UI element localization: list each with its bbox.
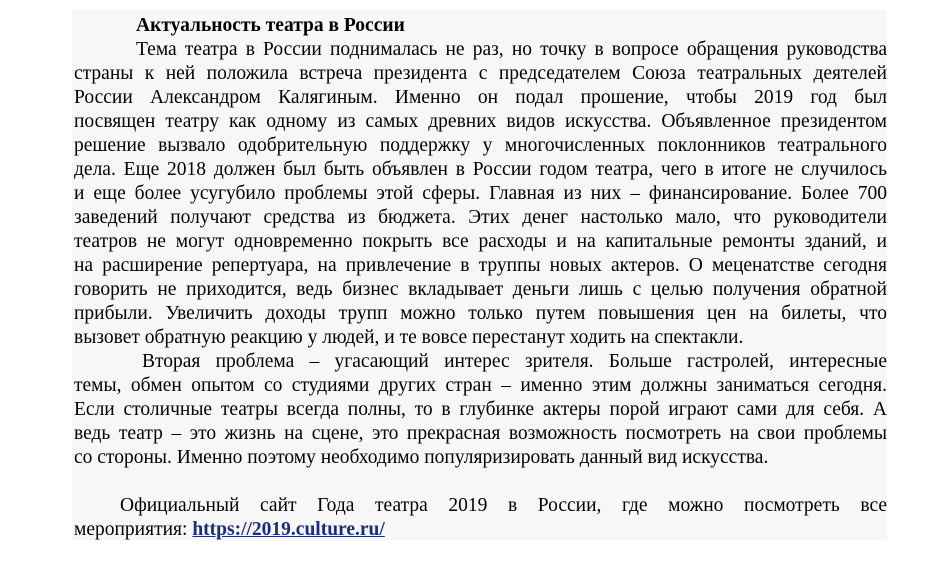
document-page	[72, 10, 887, 540]
paragraph-3-line-1: Официальный сайт Года театра 2019 в России, где можно посмотреть все	[120, 495, 887, 516]
paragraph-1-line-10: на расширение репертуара, на привлечение в труппы новых актеров. О меценатстве сегодня	[74, 255, 887, 276]
paragraph-2-line-5: со стороны. Именно поэтому необходимо популяризировать данный вид искусства.	[74, 447, 769, 468]
paragraph-1-line-9: театров не могут одновременно покрыть все расходы и на капитальные ремонты зданий, и	[74, 231, 887, 252]
paragraph-1-line-3: России Александром Калягиным. Именно он подал прошение, чтобы 2019 год был	[74, 87, 887, 108]
paragraph-3-line-2	[74, 518, 887, 542]
culture-site-link[interactable]: https://2019.culture.ru/	[192, 519, 385, 540]
paragraph-2-line-2: темы, обмен опытом со студиями других стран – именно этим должны заниматься сегодня.	[74, 375, 887, 396]
paragraph-1-line-11: говорить не приходится, ведь бизнес вкладывает деньги лишь с целью получения обратной	[74, 279, 887, 300]
paragraph-1-line-12: прибыли. Увеличить доходы трупп можно только путем повышения цен на билеты, что	[74, 303, 887, 324]
paragraph-3-label: мероприятия:	[74, 519, 188, 540]
paragraph-1-line-5: решение вызвало одобрительную поддержку у многочисленных поклонников театрального	[74, 135, 887, 156]
paragraph-1-line-8: заведений получают средства из бюджета. Этих денег настолько мало, что руководители	[74, 207, 887, 228]
paragraph-1-line-4: посвящен театру как одному из самых древних видов искусства. Объявленное президентом	[74, 111, 887, 132]
paragraph-2-line-1: Вторая проблема – угасающий интерес зрителя. Больше гастролей, интересные	[142, 351, 887, 372]
paragraph-2-line-3: Если столичные театры всегда полны, то в глубинке актеры порой играют сами для себя. А	[74, 399, 887, 420]
paragraph-1-line-13: вызовет обратную реакцию у людей, и те вовсе перестанут ходить на спектакли.	[74, 327, 744, 348]
paragraph-1-line-2: страны к ней положила встреча президента с председателем Союза театральных деятелей	[74, 63, 887, 84]
paragraph-1-line-1: Тема театра в России поднималась не раз, но точку в вопросе обращения руководства	[136, 39, 887, 60]
document-title: Актуальность театра в России	[136, 15, 405, 36]
paragraph-2-line-4: ведь театр – это жизнь на сцене, это прекрасная возможность посмотреть на свои проблемы	[74, 423, 887, 444]
paragraph-1-line-6: дела. Еще 2018 должен был быть объявлен в России годом театра, чего в итоге не случилось	[74, 159, 887, 180]
paragraph-1-line-7: и еще более усугубило проблемы этой сферы. Главная из них – финансирование. Более 700	[74, 183, 887, 204]
